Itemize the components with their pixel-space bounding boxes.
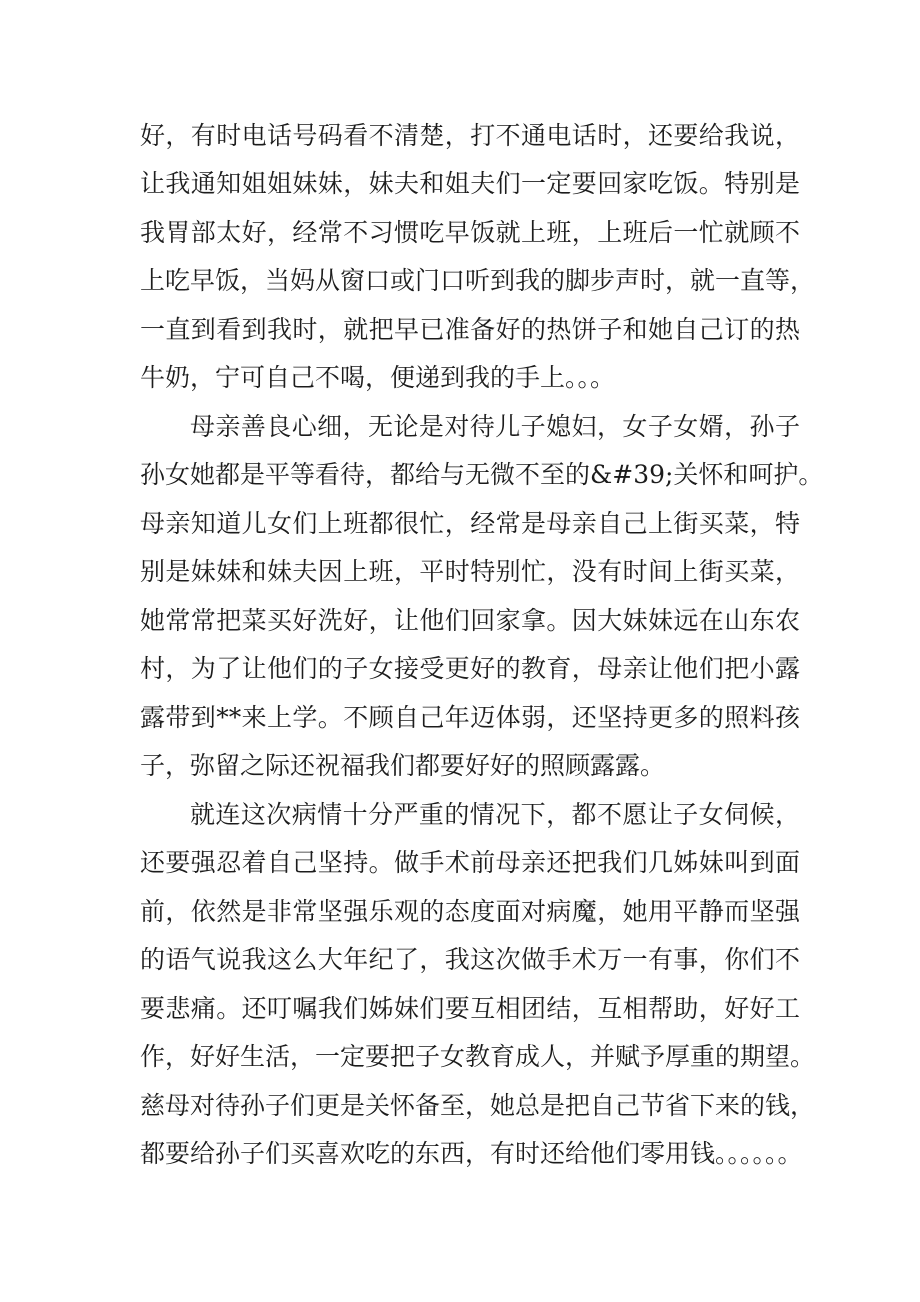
text-line-4: 上吃早饭，当妈从窗口或门口听到我的脚步声时，就一直等，	[140, 266, 816, 295]
text-line-21: 慈母对待孙子们更是关怀备至，她总是把自己节省下来的钱，	[140, 1091, 816, 1120]
text-line-11: 她常常把菜买好洗好，让他们回家拿。因大妹妹远在山东农	[140, 606, 800, 635]
text-line-2: 让我通知姐姐妹妹，妹夫和姐夫们一定要回家吃饭。特别是	[140, 169, 800, 198]
text-line-3: 我胃部太好，经常不习惯吃早饭就上班，上班后一忙就顾不	[140, 218, 800, 247]
text-line-19: 要悲痛。还叮嘱我们姊妹们要互相团结，互相帮助，好好工	[140, 994, 800, 1023]
text-line-22: 都要给孙子们买喜欢吃的东西，有时还给他们零用钱。。。。。。	[140, 1139, 803, 1168]
text-line-9: 母亲知道儿女们上班都很忙，经常是母亲自己上街买菜，特	[140, 509, 800, 538]
text-line-20: 作，好好生活，一定要把子女教育成人，并赋予厚重的期望。	[140, 1042, 816, 1071]
text-line-8: 孙女她都是平等看待，都给与无微不至的&#39;关怀和呵护。	[140, 460, 824, 489]
text-line-1: 好，有时电话号码看不清楚，打不通电话时，还要给我说，	[140, 121, 800, 150]
text-line-6: 牛奶，宁可自己不喝，便递到我的手上。。。	[140, 363, 616, 392]
text-line-17: 前，依然是非常坚强乐观的态度面对病魔，她用平静而坚强	[140, 897, 800, 926]
text-line-12: 村，为了让他们的子女接受更好的教育，母亲让他们把小露	[140, 654, 800, 683]
text-line-14: 子，弥留之际还祝福我们都要好好的照顾露露。	[140, 751, 666, 780]
text-line-18: 的语气说我这么大年纪了，我这次做手术万一有事，你们不	[140, 945, 800, 974]
text-line-13: 露带到**来上学。不顾自己年迈体弱，还坚持更多的照料孩	[140, 703, 800, 732]
text-line-5: 一直到看到我时，就把早已准备好的热饼子和她自己订的热	[140, 315, 800, 344]
text-line-7: 母亲善良心细，无论是对待儿子媳妇，女子女婿，孙子	[190, 412, 800, 441]
text-line-10: 别是妹妹和妹夫因上班，平时特别忙，没有时间上街买菜，	[140, 557, 800, 586]
text-line-16: 还要强忍着自己坚持。做手术前母亲还把我们几姊妹叫到面	[140, 848, 800, 877]
text-line-15: 就连这次病情十分严重的情况下，都不愿让子女伺候，	[190, 800, 800, 829]
